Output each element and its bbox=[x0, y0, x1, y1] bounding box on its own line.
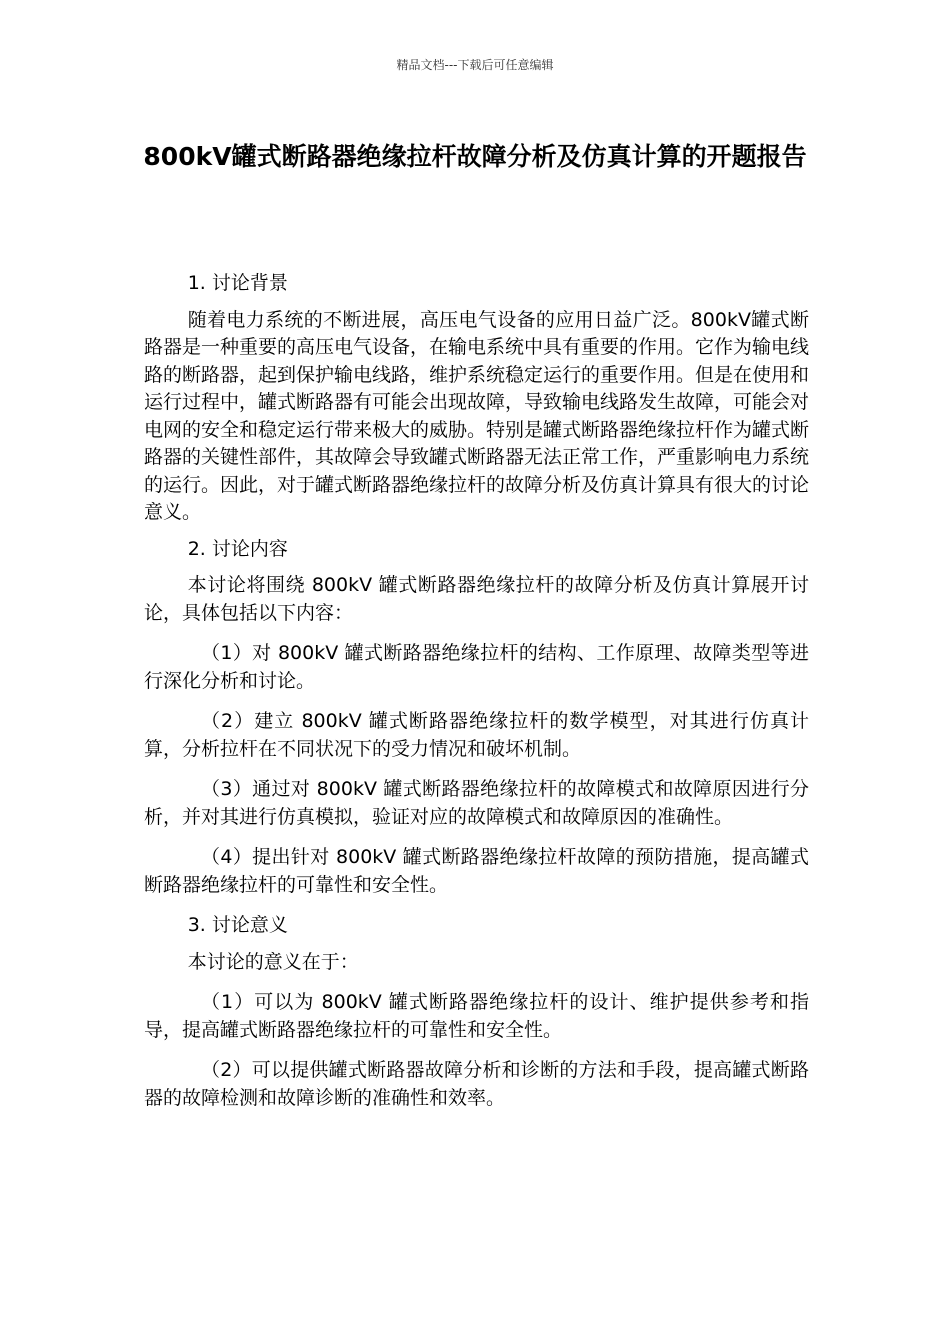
section-heading-background: 1. 讨论背景 bbox=[187, 272, 288, 294]
content-list-item: （1）对 800kV 罐式断路器绝缘拉杆的结构、工作原理、故障类型等进行深化分析和讨论。 bbox=[144, 642, 809, 692]
content-list-item: （4）提出针对 800kV 罐式断路器绝缘拉杆故障的预防措施，提高罐式断路器绝缘拉杆的可靠性和安全性。 bbox=[144, 846, 809, 896]
section-heading-content: 2. 讨论内容 bbox=[187, 537, 288, 560]
content-intro: 本讨论将围绕 800kV 罐式断路器绝缘拉杆的故障分析及仿真计算展开讨论，具体包括以下内容： bbox=[144, 574, 809, 624]
content-list-item: （2）建立 800kV 罐式断路器绝缘拉杆的数学模型，对其进行仿真计算，分析拉杆在不同状况下的受力情况和破坏机制。 bbox=[144, 710, 809, 760]
content-list-item: （3）通过对 800kV 罐式断路器绝缘拉杆的故障模式和故障原因进行分析，并对其进行仿真模拟，验证对应的故障模式和故障原因的准确性。 bbox=[144, 778, 809, 828]
page-header-note: 精品文档---下载后可任意编辑 bbox=[396, 58, 554, 72]
significance-list-item: （1）可以为 800kV 罐式断路器绝缘拉杆的设计、维护提供参考和指导，提高罐式断路器绝缘拉杆的可靠性和安全性。 bbox=[144, 991, 809, 1041]
document-title: 800kV罐式断路器绝缘拉杆故障分析及仿真计算的开题报告 bbox=[143, 142, 807, 171]
significance-intro: 本讨论的意义在于： bbox=[187, 950, 359, 973]
document-body bbox=[144, 270, 809, 1125]
background-paragraph: 随着电力系统的不断进展，高压电气设备的应用日益广泛。800kV罐式断路器是一种重要的高压电气设备，在输电系统中具有重要的作用。它作为输电线路的断路器，起到保护输电线路，维护系统稳定运行的重要作用。但是在使用和运行过程中，罐式断路器有可能会出现故障，导致输电线路发生故障，可能会对电网的安全和稳定运行带来极大的威胁。特别是罐式断路器绝缘拉杆作为罐式断路器的关键性部件，其故障会导致罐式断路器无法正常工作，严重影响电力系统的运行。因此，对于罐式断路器绝缘拉杆的故障分析及仿真计算具有很大的讨论意义。 bbox=[144, 308, 810, 523]
section-heading-significance: 3. 讨论意义 bbox=[187, 914, 288, 936]
significance-list-item: （2）可以提供罐式断路器故障分析和诊断的方法和手段，提高罐式断路器的故障检测和故障诊断的准确性和效率。 bbox=[144, 1059, 809, 1109]
